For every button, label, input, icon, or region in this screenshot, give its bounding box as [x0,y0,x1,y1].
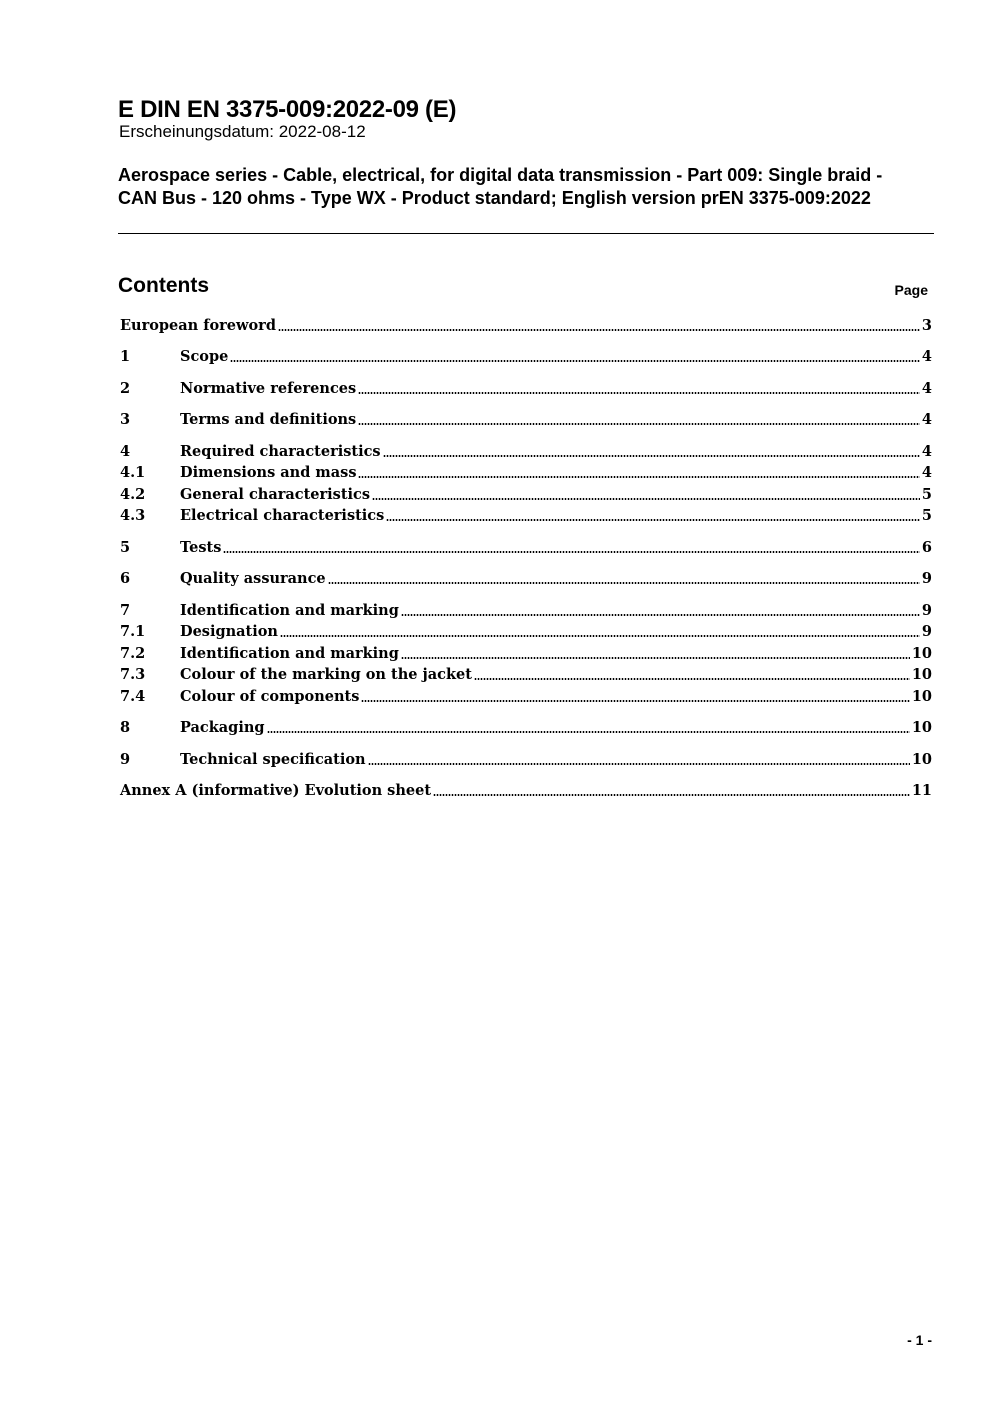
document-id: E DIN EN 3375-009:2022-09 (E) [118,96,457,123]
toc-dot-leader [383,455,920,457]
toc-entry-title: Colour of components [180,688,360,705]
toc-dot-leader [372,498,920,500]
toc-dot-leader [433,794,910,796]
toc-entry-title: Identification and marking [180,602,399,619]
toc-entry-page: 10 [911,645,932,662]
toc-entry-4[interactable] [120,442,932,462]
toc-entry-number: 2 [120,380,131,397]
document-title: Aerospace series - Cable, electrical, for digital data transmission - Part 009: Single braid - CAN Bus - 120 ohms - Type WX - Product standard; English version prEN 3375-009:2022 [118,165,883,208]
toc-dot-leader [386,519,920,521]
toc-entry-page: 10 [911,666,932,683]
toc-entry-4-3[interactable] [120,506,932,526]
toc-entry-7[interactable] [120,601,932,621]
toc-entry-4-2[interactable] [120,485,932,505]
toc-dot-leader [474,678,910,680]
toc-entry-7-4[interactable] [120,687,932,707]
toc-entry-7-3[interactable] [120,665,932,685]
toc-entry-page: 5 [921,486,932,503]
toc-dot-leader [223,551,920,553]
toc-entry-number: 8 [120,719,131,736]
toc-entry-title: Technical specification [180,751,366,768]
toc-entry-european-foreword[interactable] [120,316,932,336]
toc-entry-2[interactable] [120,379,932,399]
toc-entry-page: 9 [921,570,932,587]
toc-entry-1[interactable] [120,347,932,367]
title-divider [118,233,934,234]
toc-entry-4-1[interactable] [120,463,932,483]
toc-dot-leader [401,614,920,616]
publication-date: Erscheinungsdatum: 2022-08-12 [119,122,366,141]
toc-entry-title: Scope [180,348,229,365]
toc-entry-number: 7.2 [120,645,146,662]
toc-entry-9[interactable] [120,750,932,770]
toc-entry-annex-a[interactable] [120,781,932,801]
toc-entry-title: Dimensions and mass [180,464,357,481]
toc-entry-title: Tests [180,539,222,556]
toc-entry-title: Quality assurance [180,570,326,587]
toc-dot-leader [361,700,909,702]
toc-entry-title: Identification and marking [180,645,399,662]
toc-dot-leader [358,392,920,394]
toc-entry-page: 4 [921,411,932,428]
toc-dot-leader [328,582,920,584]
toc-entry-3[interactable] [120,410,932,430]
toc-entry-title: Required characteristics [180,443,381,460]
toc-dot-leader [280,635,920,637]
toc-entry-page: 5 [921,507,932,524]
toc-entry-7-1[interactable] [120,622,932,642]
toc-entry-number: 5 [120,539,131,556]
toc-entry-number: 7.1 [120,623,146,640]
toc-entry-page: 4 [921,464,932,481]
toc-entry-title: Designation [180,623,278,640]
page-column-label: Page [894,282,928,298]
toc-entry-title: Colour of the marking on the jacket [180,666,472,683]
toc-entry-6[interactable] [120,569,932,589]
toc-entry-number: 7 [120,602,131,619]
toc-dot-leader [267,731,910,733]
toc-entry-page: 6 [921,539,932,556]
toc-entry-number: 4.2 [120,486,146,503]
toc-entry-number: 1 [120,348,131,365]
toc-entry-page: 4 [921,348,932,365]
toc-entry-number: 4 [120,443,131,460]
toc-entry-5[interactable] [120,538,932,558]
contents-heading: Contents [118,274,209,297]
toc-entry-7-2[interactable] [120,644,932,664]
toc-dot-leader [401,657,910,659]
toc-entry-number: 6 [120,570,131,587]
toc-entry-number: 7.4 [120,688,146,705]
toc-dot-leader [230,360,920,362]
toc-entry-number: 4.1 [120,464,146,481]
page-number: - 1 - [907,1332,932,1348]
toc-entry-page: 10 [911,751,932,768]
toc-entry-page: 10 [911,688,932,705]
toc-entry-number: 9 [120,751,131,768]
toc-entry-title: Normative references [180,380,357,397]
toc-entry-title: Packaging [180,719,265,736]
toc-entry-page: 11 [911,782,932,799]
toc-entry-8[interactable] [120,718,932,738]
toc-entry-title: Electrical characteristics [180,507,385,524]
toc-entry-page: 9 [921,623,932,640]
toc-entry-page: 4 [921,443,932,460]
toc-entry-title: Annex A (informative) Evolution sheet [120,782,432,799]
toc-entry-page: 10 [911,719,932,736]
toc-entry-title: General characteristics [180,486,371,503]
toc-entry-title: European foreword [120,317,276,334]
toc-dot-leader [368,763,910,765]
toc-entry-number: 4.3 [120,507,146,524]
toc-entry-page: 4 [921,380,932,397]
toc-entry-page: 3 [921,317,932,334]
toc-entry-page: 9 [921,602,932,619]
toc-dot-leader [358,423,920,425]
toc-entry-number: 3 [120,411,131,428]
toc-dot-leader [358,476,919,478]
toc-dot-leader [278,329,920,331]
toc-entry-title: Terms and definitions [180,411,357,428]
toc-entry-number: 7.3 [120,666,146,683]
